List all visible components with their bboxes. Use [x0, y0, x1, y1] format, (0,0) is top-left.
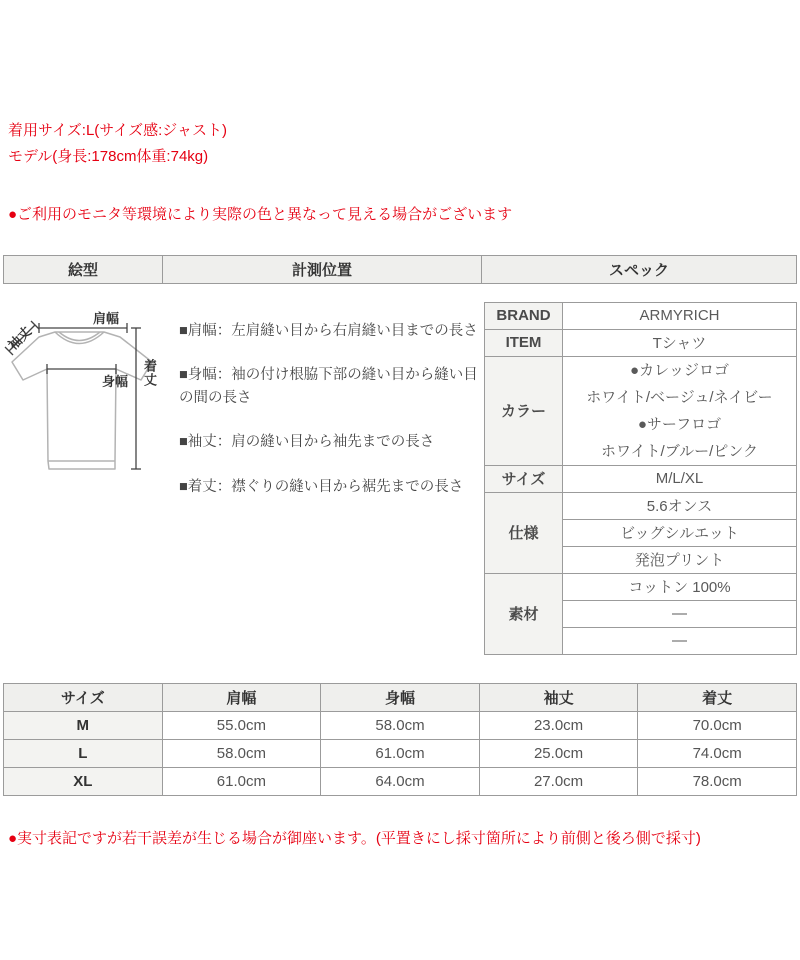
spec-row-size — [485, 465, 797, 492]
spec-brand-value: ARMYRICH — [563, 302, 797, 329]
table-row-size-m — [4, 711, 797, 739]
size-l-length: 74.0cm — [638, 739, 797, 767]
measure-point-body-width: ■身幅：袖の付け根脇下部の縫い目から縫い目の間の長さ — [179, 367, 478, 406]
diagram-label-body-length: 着丈 — [142, 358, 157, 387]
size-m-shoulder: 55.0cm — [162, 711, 321, 739]
measure-point-length: ■着丈：襟ぐりの縫い目から裾先までの長さ — [179, 478, 464, 495]
header-measure-position: 計測位置 — [162, 256, 481, 283]
color-line-surf-colors: ホワイト/ブルー/ピンク — [601, 442, 758, 460]
spec-row-item — [485, 329, 797, 356]
diagram-label-shoulder-width: 肩幅 — [93, 310, 120, 326]
measurement-description-list — [175, 302, 483, 655]
spec-item-value: Tシャツ — [563, 329, 797, 356]
color-line-surf-logo: ●サーフロゴ — [637, 415, 722, 433]
size-xl-shoulder: 61.0cm — [162, 767, 321, 795]
spec-table-wrap — [484, 302, 797, 655]
spec-color-label: カラー — [485, 356, 563, 465]
wearing-size-note: 着用サイズ:L(サイズ感:ジャスト) — [8, 122, 227, 139]
header-drawing: 絵型 — [67, 261, 98, 279]
spec-row-feature-1 — [485, 492, 797, 519]
spec-material-label: 素材 — [485, 573, 563, 654]
measure-point-shoulder: ■肩幅：左肩縫い目から右肩縫い目までの長さ — [179, 322, 478, 339]
size-l-width: 61.0cm — [321, 739, 480, 767]
spec-size-value: M/L/XL — [563, 465, 797, 492]
color-line-college-logo: ●カレッジロゴ — [630, 361, 729, 379]
size-l-shoulder: 58.0cm — [162, 739, 321, 767]
size-xl-label: XL — [4, 767, 163, 795]
spec-material-dash-1: — — [563, 600, 797, 627]
size-l-label: L — [4, 739, 163, 767]
spec-feature-ounce: 5.6オンス — [563, 492, 797, 519]
diagram-label-body-width: 身幅 — [102, 373, 129, 389]
diagram-label-sleeve-length: 袖丈 — [5, 323, 35, 353]
size-l-sleeve: 25.0cm — [479, 739, 638, 767]
size-m-length: 70.0cm — [638, 711, 797, 739]
spec-item-label: ITEM — [485, 329, 563, 356]
spec-row-brand — [485, 302, 797, 329]
size-chart-header-row — [4, 683, 797, 711]
tshirt-measurement-diagram — [3, 306, 175, 486]
spec-material-dash-2: — — [563, 627, 797, 654]
spec-color-value — [563, 356, 797, 465]
size-m-width: 58.0cm — [321, 711, 480, 739]
header-spec: スペック — [481, 256, 796, 283]
size-m-sleeve: 23.0cm — [479, 711, 638, 739]
info-content-row — [3, 302, 797, 655]
spec-brand-label: BRAND — [485, 302, 563, 329]
monitor-color-note: ●ご利用のモニタ等環境により実際の色と異なって見える場合がございます — [8, 205, 513, 223]
measurement-disclaimer-note: ●実寸表記ですが若干誤差が生じる場合が御座います。(平置きにし採寸箇所により前側と後ろ側で採寸) — [8, 829, 701, 847]
size-chart-header-sleeve: 袖丈 — [479, 683, 638, 711]
spec-feature-silhouette: ビッグシルエット — [563, 519, 797, 546]
size-xl-width: 64.0cm — [321, 767, 480, 795]
spec-feature-print: 発泡プリント — [563, 546, 797, 573]
size-xl-sleeve: 27.0cm — [479, 767, 638, 795]
spec-table — [484, 302, 797, 655]
spec-row-color — [485, 356, 797, 465]
size-chart-header-size: サイズ — [4, 683, 163, 711]
info-section-header — [3, 255, 797, 284]
model-info-block — [0, 0, 800, 171]
size-m-label: M — [4, 711, 163, 739]
spec-feature-label: 仕様 — [485, 492, 563, 573]
table-row-size-xl — [4, 767, 797, 795]
spec-row-material-1 — [485, 573, 797, 600]
spec-material-cotton: コットン 100% — [563, 573, 797, 600]
size-chart-header-length: 着丈 — [638, 683, 797, 711]
size-xl-length: 78.0cm — [638, 767, 797, 795]
size-chart-header-shoulder: 肩幅 — [162, 683, 321, 711]
size-chart-table — [3, 683, 797, 796]
spec-size-label: サイズ — [485, 465, 563, 492]
color-line-college-colors: ホワイト/ベージュ/ネイビー — [586, 388, 773, 406]
model-stats-note: モデル(身長:178cm体重:74kg) — [8, 148, 209, 166]
table-row-size-l — [4, 739, 797, 767]
size-chart-header-width: 身幅 — [321, 683, 480, 711]
measure-point-sleeve: ■袖丈：肩の縫い目から袖先までの長さ — [179, 434, 435, 451]
